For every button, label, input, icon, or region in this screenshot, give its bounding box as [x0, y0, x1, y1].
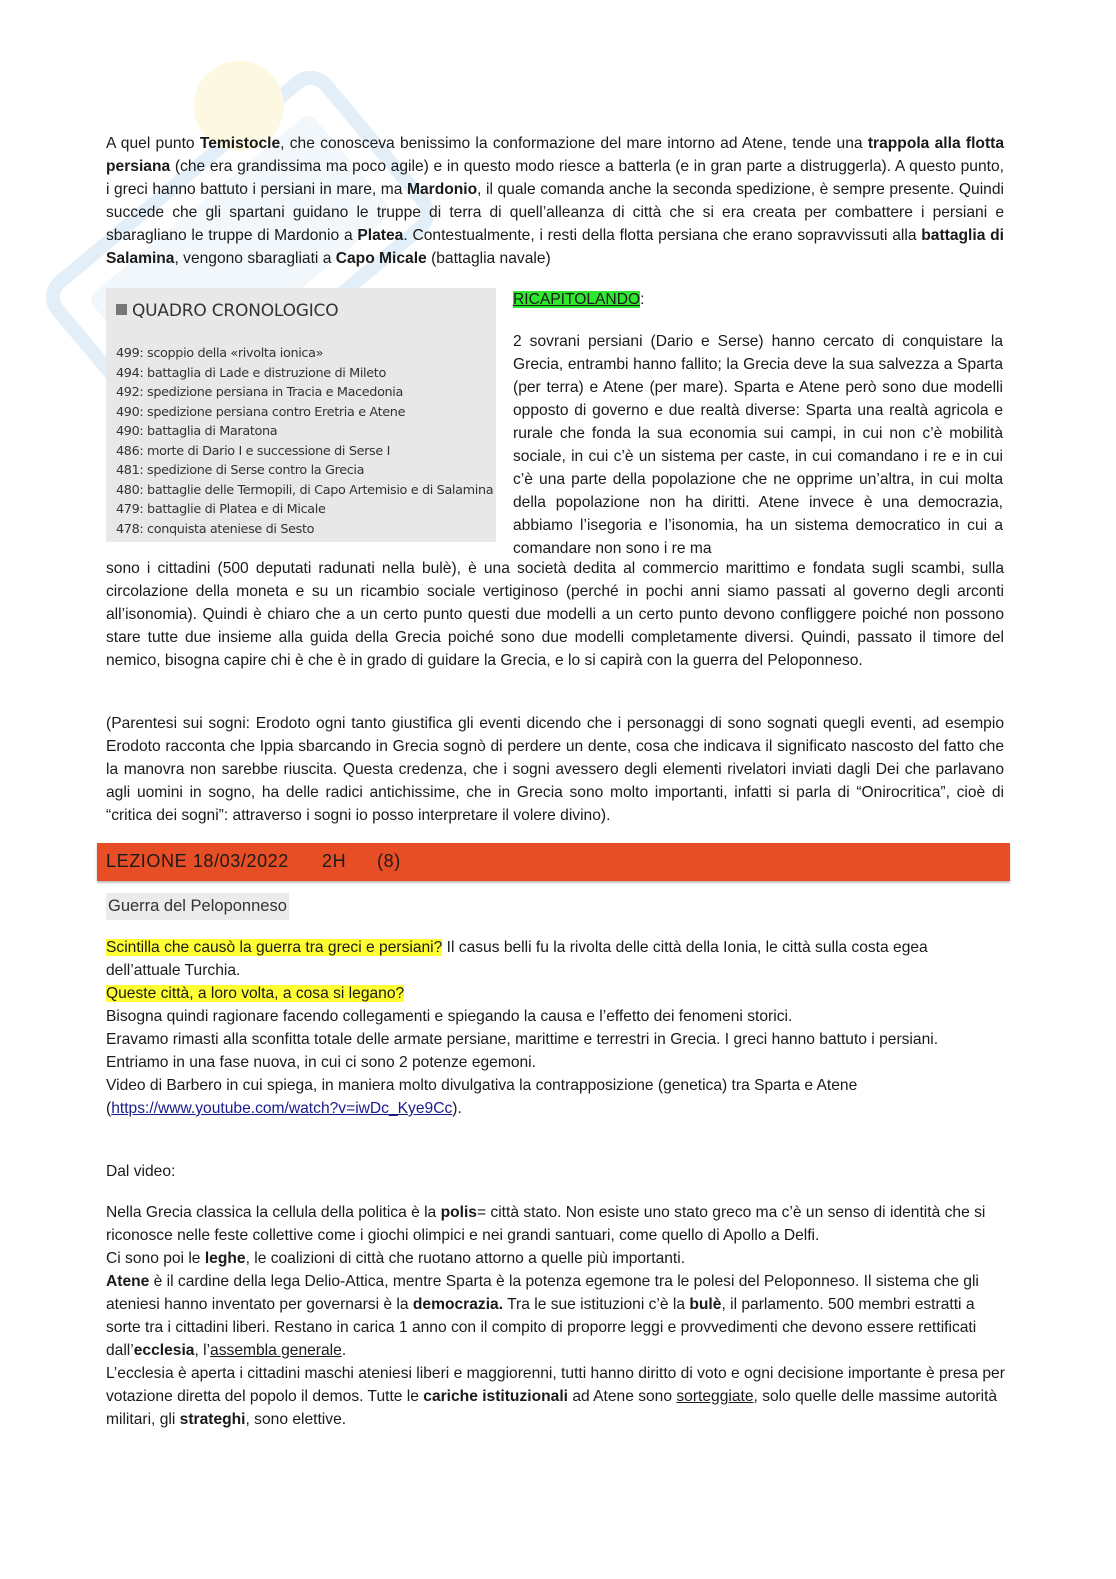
recap-continuation: sono i cittadini (500 deputati radunati nella bulè), è una società dedita al commercio marittimo e fondata sugli scambi, sulla circolazione della moneta e su un ricambio sociale vertiginoso (perché in pochi anni siamo passati al governo degli arconti all’isonomia). Quindi è chiaro che a un certo punto questi due modelli a un certo punto devono confliggere poiché non possono stare tutte due insieme alla guida della Grecia poiché sono due modelli completamente diversi. Quindi, passato il timore del nemico, bisogna capire chi è che è in grado di guidare la Grecia, e lo si capirà con la guerra del Peloponneso. [106, 560, 1004, 669]
qa-line: Entriamo in una fase nuova, in cui ci sono 2 potenze egemoni. [106, 1054, 536, 1071]
question-1: Scintilla che causò la guerra tra greci e persiani? Il casus belli fu la rivolta delle città della Ionia, le città sulla costa egea dell’attuale Turchia. [106, 939, 928, 979]
chronology-item: 494: battaglia di Lade e distruzione di Mileto [116, 365, 386, 381]
chronology-item: 490: spedizione persiana contro Eretria e Atene [116, 404, 406, 420]
dreams-paragraph: (Parentesi sui sogni: Erodoto ogni tanto giustifica gli eventi dicendo che i personaggi di sono sognati quegli eventi, ad esempio Erodoto racconta che Ippia sbarcando in Grecia sognò di perdere un dente, cosa che indicava il significato nascosto del fatto che la manovra non sarebbe riuscita. Questa credenza, che i sogni avessero degli elementi rivelatori inviati dagli Dei che parlavano agli uomini in sogno, ha delle radici antichissime, che in Grecia sono molto importanti, infatti si parla di “Onirocritica”, cioè di “critica dei sogni”: attraverso i sogni io posso interpretare il volere divino). [106, 715, 1004, 824]
recap-heading: RICAPITOLANDO: [513, 291, 645, 308]
lesson-banner [97, 843, 1010, 881]
chronology-list [116, 344, 493, 539]
chronology-title: QUADRO CRONOLOGICO [116, 300, 338, 323]
chronology-item: 499: scoppio della «rivolta ionica» [116, 346, 324, 361]
qa-line: Eravamo rimasti alla sconfitta totale delle armate persiane, marittime e terrestri in Grecia. I greci hanno battuto i persiani. [106, 1031, 939, 1048]
qa-line: Video di Barbero in cui spiega, in maniera molto divulgativa la contrapposizione (genetica) tra Sparta e Atene [106, 1077, 858, 1094]
term-mardonio: Mardonio [406, 181, 478, 198]
recap-paragraph: 2 sovrani persiani (Dario e Serse) hanno cercato di conquistare la Grecia, entrambi hanno fallito; la Grecia deve la sua salvezza a Sparta (per terra) e Atene (per mare). Sparta e Atene però sono due modelli opposto di governo e due realtà diverse: Sparta una realtà agricola e rurale che fonda la sua economia sui campi, in cui non c’è mobilità sociale, in cui c’è un sistema per caste, in cui comandano i re e in cui c’è una parte della popolazione che ne opprime un’altra, in cui molta della popolazione non ha diritti. Atene invece è una democrazia, abbiamo l’isegoria e l’isonomia, ha un sistema democratico in cui a comandare non sono i re ma [513, 333, 1003, 557]
chronology-item: 479: battaglie di Platea e di Micale [116, 502, 326, 517]
video-link[interactable]: https://www.youtube.com/watch?v=iwDc_Kye9Cc [111, 1100, 453, 1117]
qa-line: Bisogna quindi ragionare facendo collegamenti e spiegando la causa e l’effetto dei fenomeni storici. [106, 1008, 793, 1025]
section-title: Guerra del Peloponneso [106, 893, 289, 920]
term-trappola: trappola alla flotta persiana [106, 135, 1005, 175]
lesson-number: (8) [377, 851, 401, 871]
term-salamina: battaglia di Salamina [106, 227, 1005, 267]
video-link-line: (https://www.youtube.com/watch?v=iwDc_Kye9Cc). [106, 1100, 462, 1117]
chronology-item: 492: spedizione persiana in Tracia e Macedonia [116, 385, 404, 400]
term-platea: Platea [357, 227, 404, 244]
chronology-box [106, 288, 496, 542]
intro-paragraph: A quel punto Temistocle, che conosceva benissimo la conformazione del mare intorno ad Atene, tende una trappola alla flotta persiana (che era grandissima ma poco agile) e in questo modo riesce a batterla (e in gran parte a distruggerla). A questo punto, i greci hanno battuto i persiani in mare, ma Mardonio, il quale comanda anche la seconda spedizione, è sempre presente. Quindi succede che gli spartani guidano le truppe di terra di quell’alleanza di città che si era creata per combattere i persiani e sbaragliano le truppe di Mardonio a Platea. Contestualmente, i resti della flotta persiana che erano sopravvissuti alla battaglia di Salamina, vengono sbaragliati a Capo Micale (battaglia navale) [106, 135, 1005, 267]
lesson-hours: 2H [322, 851, 347, 871]
chronology-item: 486: morte di Dario I e successione di Serse I [116, 443, 391, 459]
video-notes: Nella Grecia classica la cellula della politica è la polis= città stato. Non esiste uno stato greco ma c’è un senso di identità che si riconosce nelle feste collettive come i giochi olimpici e nei grandi santuari, come quello di Apollo a Delfi. Ci sono poi le leghe, le coalizioni di città che ruotano attorno a quelle più importanti. Atene è il cardine della lega Delio-Attica, mentre Sparta è la potenza egemone tra le polesi del Peloponneso. Il sistema che gli ateniesi hanno inventato per governarsi è la democrazia. Tra le sue istituzioni c’è la bulè, il parlamento. 500 membri estratti a sorte tra i cittadini liberi. Restano in carica 1 anno con il compito di proporre leggi e provvedimenti che devono essere rettificati dall’ecclesia, l’assembla generale. L’ecclesia è aperta i cittadini maschi ateniesi liberi e maggiorenni, tutti hanno diritto di voto e ogni decisione importante è presa per votazione diretta del popolo il demos. Tutte le cariche istituzionali ad Atene sono sorteggiate, solo quelle delle massime autorità militari, gli strateghi, sono elettive. [106, 1204, 1005, 1428]
video-label: Dal video: [106, 1163, 176, 1180]
question-2: Queste città, a loro volta, a cosa si legano? [106, 985, 405, 1002]
term-micale: Capo Micale [335, 250, 427, 267]
square-bullet-icon [116, 304, 127, 315]
lesson-title: LEZIONE 18/03/2022 [106, 851, 289, 871]
qa-block [106, 936, 1006, 1120]
term-temistocle: Temistocle [199, 135, 281, 152]
chronology-item: 480: battaglie delle Termopili, di Capo Artemisio e di Salamina [116, 482, 494, 498]
chronology-item: 481: spedizione di Serse contro la Grecia [116, 463, 365, 478]
chronology-item: 478: conquista ateniese di Sesto [116, 521, 315, 537]
chronology-item: 490: battaglia di Maratona [116, 424, 278, 439]
